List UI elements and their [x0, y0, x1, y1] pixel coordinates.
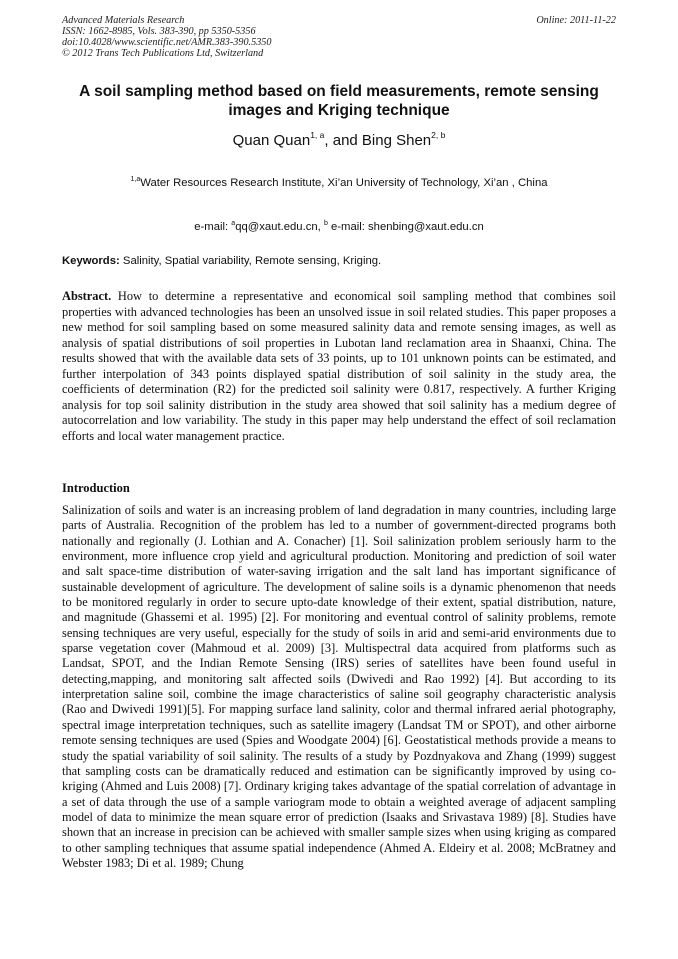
- journal-name: Advanced Materials Research: [62, 15, 185, 26]
- affiliation-text: Water Resources Research Institute, Xi’an University of Technology, Xi’an , China: [140, 177, 548, 189]
- keywords-label: Keywords:: [62, 255, 120, 267]
- email-line: [62, 220, 616, 233]
- email-prefix: e-mail:: [194, 221, 232, 233]
- author-list: [62, 130, 616, 149]
- abstract-text: How to determine a representative and economical soil sampling method that combines soil properties with advanced technologies has been an unsolved issue in soil related studies. This paper proposes a new method for soil sampling based on some measured salinity data and remote sensing images, as well as analysis of spatial distributions of soil properties in Lubotan land reclamation area in Shaanxi, China. The results showed that with the available data sets of 33 points, up to 101 unknown points can be estimated, and further interpolation of 343 points displayed spatial distribution of soil salinity in the study area, the coefficients of determination (R2) for the predicted soil salinity were 0.817, respectively. A further Kriging analysis for top soil salinity distribution in the study area showed that soil salinity has a medium degree of autocorrelation and low variability. The study in this paper may help understand the effect of soil reclamation efforts and local water management practice.: [62, 289, 616, 443]
- copyright-line: © 2012 Trans Tech Publications Ltd, Switzerland: [62, 48, 264, 59]
- affiliation-superscript: 1,a: [130, 176, 141, 183]
- keywords-text: Salinity, Spatial variability, Remote sensing, Kriging.: [119, 255, 382, 267]
- email-address: qq@xaut.edu.cn,: [235, 221, 324, 233]
- paper-title: A soil sampling method based on field measurements, remote sensing images and Kriging technique: [79, 83, 599, 119]
- email-superscript: b: [323, 220, 328, 227]
- email-address: e-mail: shenbing@xaut.edu.cn: [327, 221, 484, 233]
- author-separator: , and: [324, 132, 362, 149]
- abstract-label: Abstract.: [62, 289, 112, 303]
- abstract: [62, 289, 616, 444]
- online-date: Online: 2011-11-22: [536, 15, 616, 26]
- doi-line: doi:10.4028/www.scientific.net/AMR.383-390.5350: [62, 37, 272, 48]
- author-superscript: 2, b: [431, 130, 446, 140]
- issn-line: ISSN: 1662-8985, Vols. 383-390, pp 5350-5356: [62, 26, 256, 37]
- author-superscript: 1, a: [310, 130, 325, 140]
- journal-header: [62, 15, 616, 59]
- introduction-body: Salinization of soils and water is an increasing problem of land degradation in many countries, including large parts of Australia. Recognition of the problem has led to a number of government-directed programs both nationally and regionally (J. Lothian and A. Conacher) [1]. Soil salinization problem seriously harm to the environment, more influence crop yield and agricultural production. Monitoring and prediction of soil water and salt space-time distribution of water-saving irrigation and the salt land has important significance of sustainable development of agriculture. The development of saline soils is a dynamic phenomenon that needs to be monitored regularly in order to secure upto-date knowledge of their extent, spatial distribution, nature, and magnitude (Ghassemi et al. 1995) [2]. For monitoring and eventual control of salinity problems, remote sensing techniques are very useful, especially for the study of soils in arid and semi-arid environments due to sparse vegetation cover (Mahmoud et al. 2009) [3]. Multispectral data acquired from platforms such as Landsat, SPOT, and the Indian Remote Sensing (IRS) series of satellites have been found useful in detecting,mapping, and monitoring salt affected soils (Dwivedi and Rao 1992) [4]. But according to its interpretation saline soil, combine the image characteristics of saline soil geography characteristic analysis (Rao and Dwivedi 1991)[5]. For mapping surface land salinity, color and thermal infrared aerial photography, spectral image interpretation techniques, such as satellite imagery (Landsat TM or SPOT), and other airborne remote sensing techniques are used (Spies and Woodgate 2004) [6]. Geostatistical methods provide a means to study the spatial variability of soil salinity. The results of a study by Pozdnyakova and Zhang (1999) suggest that sampling costs can be dramatically reduced and estimation can be significantly improved by using co-kriging (Ahmed and Luis 2008) [7]. Ordinary kriging takes advantage of the spatial correlation of advantage in a set of data through the use of a sample variogram mode to obtain a weighted average of adjacent sampling model of data to minimize the mean square error of prediction (Isaaks and Srivastava 1989) [8]. Studies have shown that an increase in precision can be achieved with smaller sample sizes when using kriging as compared to other sampling techniques that assume spatial independence (Ahmed A. Eldeiry et al. 2008; McBratney and Webster 1983; Di et al. 1989; Chung: [62, 503, 616, 870]
- email-superscript: a: [231, 220, 236, 227]
- keywords: [62, 255, 616, 267]
- section-heading: Introduction: [62, 481, 130, 495]
- author-name: Bing Shen: [361, 132, 432, 149]
- affiliation: [62, 176, 616, 189]
- author-name: Quan Quan: [232, 132, 311, 149]
